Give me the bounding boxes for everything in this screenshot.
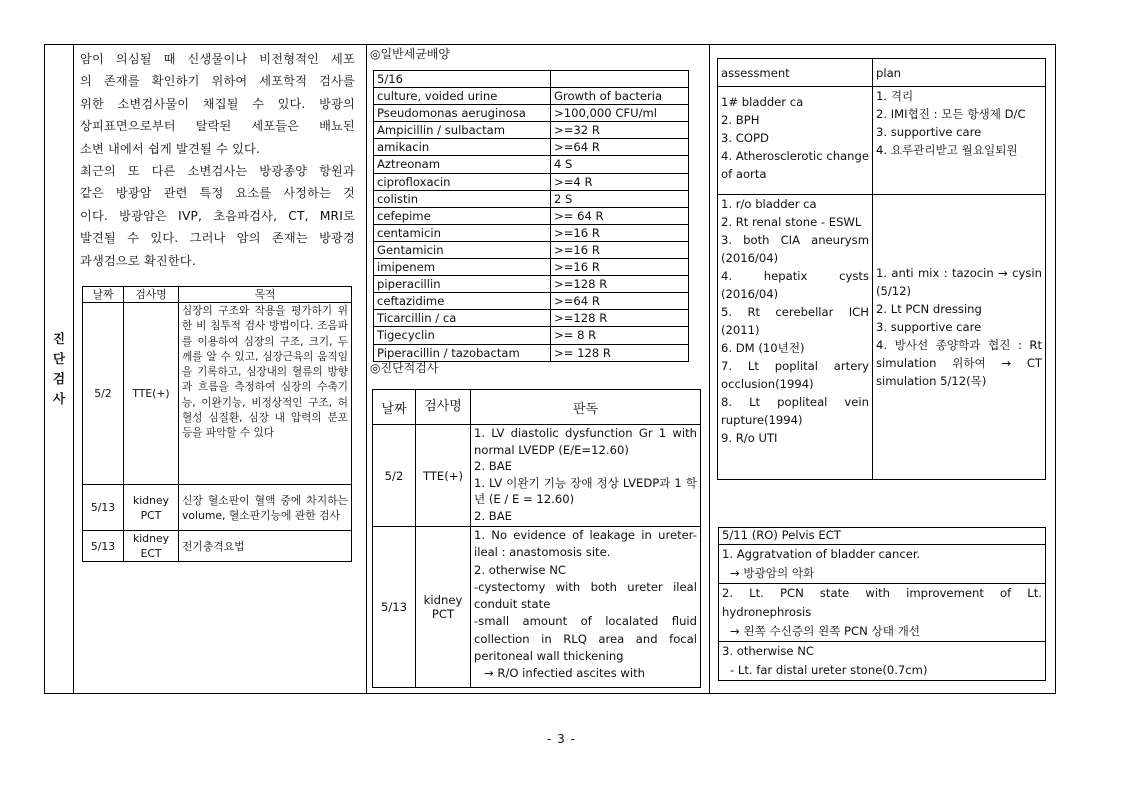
culture-row: [374, 344, 689, 361]
culture-item: Tigecyclin: [374, 327, 551, 344]
assessment-line: 4. Atherosclerotic change of aorta: [721, 149, 869, 181]
header-assessment: assessment: [718, 59, 873, 87]
culture-row: [374, 276, 689, 293]
culture-result: >=64 R: [551, 139, 689, 156]
culture-row: [374, 173, 689, 190]
assessment-line: 1. r/o bladder ca: [721, 197, 817, 211]
ect-line: 3. otherwise NC: [722, 644, 814, 658]
ect-line: → 왼쪽 수신증의 왼쪽 PCN 상태 개선: [730, 624, 920, 638]
culture-result: >= 128 R: [551, 344, 689, 361]
ect-item: [719, 584, 1046, 642]
culture-result: >=16 R: [551, 241, 689, 258]
exam-purpose: 심장의 구조와 작용을 평가하기 위한 비 침투적 검사 방법이다. 조음파를 이용하여 심장의 구조, 크기, 두께를 알 수 있고, 심장근육의 움직임을 기록하고, 심장내의 혈류의 방향과 흐름을 측정하여 심장의 수축기능, 이완기능, 비정상적인 구조, 허혈성 심질환, 심장 내 압력의 분포 등을 파악할 수 있다: [179, 303, 352, 485]
plan-line: 4. 요루관리받고 월요일퇴원: [876, 143, 1018, 157]
pelvis-ect-table: [718, 527, 1046, 681]
paragraph-line: 암이 의심될 때 신생물이나 비전형적인 세포: [80, 52, 355, 66]
culture-row: [374, 156, 689, 173]
culture-row: [374, 105, 689, 122]
culture-item: ciprofloxacin: [374, 173, 551, 190]
reading-line: -cystectomy with both ureter ileal conduit state: [474, 579, 697, 612]
culture-result: >=4 R: [551, 173, 689, 190]
diagnostic-title: ◎진단적검사: [370, 361, 439, 375]
culture-item: Gentamicin: [374, 241, 551, 258]
culture-row: [374, 122, 689, 139]
assessment-line: 3. both CIA aneurysm (2016/04): [721, 233, 869, 265]
culture-item: cefepime: [374, 207, 551, 224]
side-label-char: 사: [52, 391, 66, 406]
culture-row: [374, 139, 689, 156]
culture-item: imipenem: [374, 259, 551, 276]
culture-row: [374, 207, 689, 224]
culture-row: [374, 259, 689, 276]
culture-row: [374, 88, 689, 105]
culture-result: 4 S: [551, 156, 689, 173]
exam-name: kidney PCT: [124, 485, 179, 531]
assessment-line: 1# bladder ca: [721, 95, 804, 109]
plan-line: 4. 방사선 종양학과 협진 : Rt simulation 위하여 → CT simulation 5/12(목): [876, 338, 1042, 388]
header-date: 날짜: [83, 287, 124, 303]
plan-line: 2. Lt PCN dressing: [876, 302, 982, 316]
culture-item: piperacillin: [374, 276, 551, 293]
paragraph-line: 최근의 또 다른 소변검사는 방광종양 항원과: [80, 164, 355, 179]
culture-date: 5/16: [374, 71, 551, 88]
diagnostic-exam-name: kidney PCT: [416, 527, 471, 688]
reading-line: -small amount of localated fluid collection in RLQ area and focal peritoneal wall thickening: [474, 614, 697, 664]
exam-purpose: 전기충격요법: [179, 531, 352, 562]
ect-line: - Lt. far distal ureter stone(0.7cm): [730, 663, 928, 677]
header-purpose: 목적: [179, 287, 352, 303]
reading-line: 1. No evidence of leakage in ureter-ileal : anastomosis site.: [474, 528, 697, 560]
assessment-line: 2. Rt renal stone - ESWL: [721, 215, 862, 229]
diagnostic-date: 5/2: [373, 425, 416, 527]
culture-result: >=64 R: [551, 293, 689, 310]
culture-result: >=128 R: [551, 310, 689, 327]
culture-item: culture, voided urine: [374, 88, 551, 105]
reading-line: 1. LV 이완기 기능 장애 정상 LVEDP과 1 학년 (E / E = 12.60): [474, 475, 697, 507]
side-label-char: 단: [52, 351, 66, 366]
culture-result: >= 64 R: [551, 207, 689, 224]
culture-item: amikacin: [374, 139, 551, 156]
plan-line: 2. IMI협진 : 모든 항생제 D/C: [876, 107, 1026, 121]
culture-title: ◎일반세균배양: [370, 47, 451, 61]
culture-table: [373, 70, 689, 362]
culture-result: >=32 R: [551, 122, 689, 139]
paragraph-line: 상피표면으로부터 탈락된 세포들은 배뇨된: [80, 119, 355, 134]
paragraph-line: 의 존재를 확인하기 위하여 세포학적 검사를: [80, 74, 355, 89]
culture-result: >=16 R: [551, 259, 689, 276]
reading-line: 2. BAE: [474, 459, 512, 474]
header-exam-name: 검사명: [416, 390, 471, 425]
ect-line: → 방광암의 악화: [730, 566, 815, 580]
culture-item: Ticarcillin / ca: [374, 310, 551, 327]
assessment-cell: [718, 195, 873, 480]
assessment-line: 7. Lt poplital artery occlusion(1994): [721, 359, 869, 391]
ect-title: 5/11 (RO) Pelvis ECT: [719, 528, 1046, 545]
diagnostic-exam-name: TTE(+): [416, 425, 471, 527]
side-label-char: 검: [52, 371, 66, 386]
intro-paragraph: [80, 48, 355, 272]
reading-line: 2. BAE: [474, 508, 512, 523]
reading-line: 2. otherwise NC: [474, 562, 566, 577]
culture-result: >100,000 CFU/ml: [551, 105, 689, 122]
divider: [709, 45, 710, 693]
exam-purpose: 신장 혈소판이 혈액 중에 차지하는 volume, 혈소판기능에 관한 검사: [179, 485, 352, 531]
diagnostic-date: 5/13: [373, 527, 416, 688]
culture-row: [374, 310, 689, 327]
exam-date: 5/13: [83, 485, 124, 531]
assessment-cell: [718, 87, 873, 195]
side-label-char: 진: [52, 331, 66, 346]
paragraph-line: 발견될 수 있다. 그러나 암의 존재는 방광경: [80, 231, 355, 246]
diagnostic-reading: [471, 527, 701, 688]
paragraph-line: 이다. 방광암은 IVP, 초음파검사, CT, MRI로: [80, 208, 355, 223]
assessment-line: 6. DM (10년전): [721, 341, 805, 355]
culture-item: Piperacillin / tazobactam: [374, 344, 551, 361]
assessment-line: 3. COPD: [721, 131, 769, 145]
exam-name: kidney ECT: [124, 531, 179, 562]
culture-row: [374, 190, 689, 207]
header-exam-name: 검사명: [124, 287, 179, 303]
divider: [366, 45, 367, 693]
culture-result: >= 8 R: [551, 327, 689, 344]
culture-row: [374, 224, 689, 241]
culture-row: [374, 327, 689, 344]
page-number: - 3 -: [547, 732, 576, 746]
culture-item: Ampicillin / sulbactam: [374, 122, 551, 139]
plan-cell: [873, 195, 1046, 480]
culture-result: >=128 R: [551, 276, 689, 293]
ect-item: [719, 642, 1046, 681]
culture-item: ceftazidime: [374, 293, 551, 310]
culture-row: [374, 241, 689, 258]
reading-line: 1. LV diastolic dysfunction Gr 1 with normal LVEDP (E/E=12.60): [474, 426, 697, 457]
exam-purpose-table: [82, 286, 352, 562]
culture-item: colistin: [374, 190, 551, 207]
header-reading: 판독: [471, 390, 701, 425]
assessment-line: 4. hepatix cysts (2016/04): [721, 269, 869, 301]
header-plan: plan: [873, 59, 1046, 87]
diagnostic-table: [372, 389, 701, 688]
assessment-line: 8. Lt popliteal vein rupture(1994): [721, 395, 869, 427]
culture-result: Growth of bacteria: [551, 88, 689, 105]
plan-line: 3. supportive care: [876, 320, 982, 334]
exam-name: TTE(+): [124, 303, 179, 485]
divider: [73, 45, 74, 693]
header-date: 날짜: [373, 390, 416, 425]
paragraph-line: 과생검으로 확진한다.: [80, 253, 196, 268]
exam-date: 5/13: [83, 531, 124, 562]
culture-item: Aztreonam: [374, 156, 551, 173]
paragraph-line: 위한 소변검사물이 채집될 수 있다. 방광의: [80, 96, 355, 111]
culture-result: >=16 R: [551, 224, 689, 241]
plan-line: 3. supportive care: [876, 125, 982, 139]
exam-date: 5/2: [83, 303, 124, 485]
reading-line: → R/O infectied ascites with: [484, 666, 646, 681]
culture-empty-cell: [551, 71, 689, 88]
assessment-line: 5. Rt cerebellar ICH (2011): [721, 305, 869, 337]
ect-line: 1. Aggratvation of bladder cancer.: [722, 547, 921, 561]
culture-result: 2 S: [551, 190, 689, 207]
section-label-diagnostic-exam: [45, 45, 73, 693]
ect-line: 2. Lt. PCN state with improvement of Lt. hydronephrosis: [722, 586, 1042, 619]
culture-item: centamicin: [374, 224, 551, 241]
culture-row: [374, 293, 689, 310]
diagnostic-reading: [471, 425, 701, 527]
assessment-line: 9. R/o UTI: [721, 431, 778, 445]
ect-item: [719, 545, 1046, 584]
assessment-plan-table: [717, 58, 1046, 480]
plan-line: 1. 격리: [876, 89, 914, 103]
paragraph-line: 같은 방광암 관련 특정 요소를 사정하는 것: [80, 186, 355, 201]
paragraph-line: 소변 내에서 쉽게 발견될 수 있다.: [80, 141, 261, 156]
culture-item: Pseudomonas aeruginosa: [374, 105, 551, 122]
plan-cell: [873, 87, 1046, 195]
assessment-line: 2. BPH: [721, 113, 760, 127]
page-frame: [44, 44, 1056, 694]
plan-line: 1. anti mix : tazocin → cysin (5/12): [876, 266, 1042, 298]
